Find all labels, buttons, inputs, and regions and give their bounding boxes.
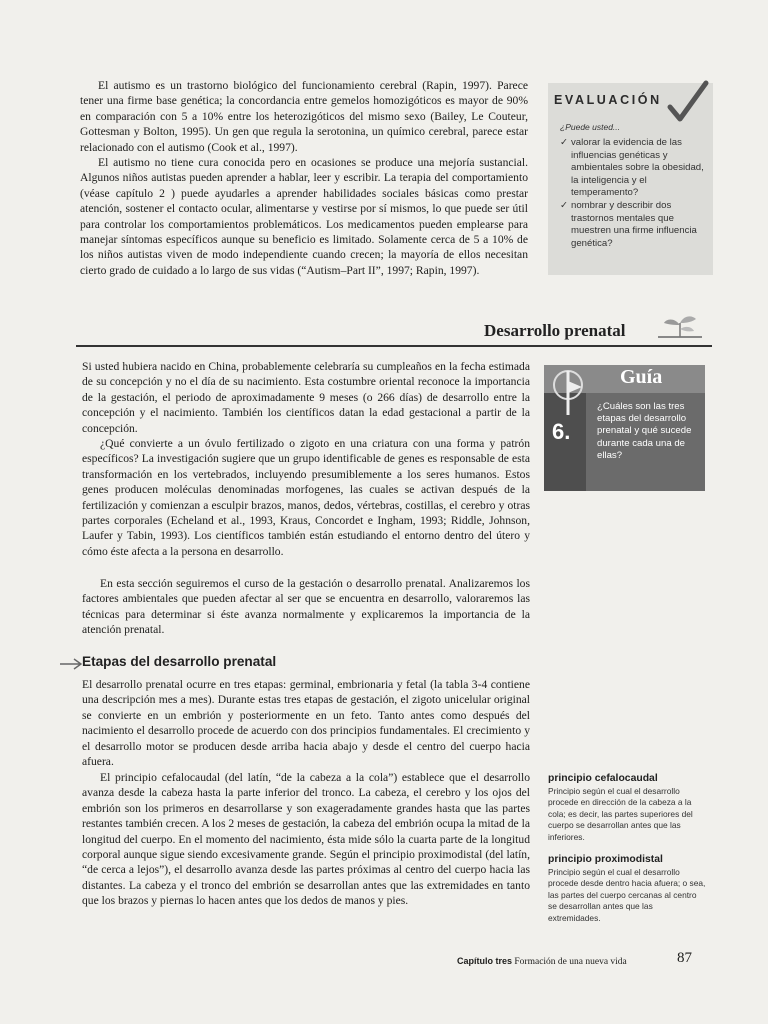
guia-number: 6.	[552, 419, 571, 444]
check-icon: ✓	[560, 137, 569, 148]
evaluacion-item: ✓ valorar la evidencia de las influencias genéticas y ambientales sobre la obesidad, la inteligencia y el temperamento?	[560, 137, 704, 199]
chapter-title: Formación de una nueva vida	[514, 957, 627, 967]
glossary-definition: Principio según el cual el desarrollo procede desde dentro hacia afuera; o sea, las partes del cuerpo cercanas al centro se desarrollan antes que las extremidades.	[548, 867, 706, 923]
paragraph-gestation: Si usted hubiera nacido en China, probablemente celebraría su cumpleaños en la fecha estimada de su concepción y no el día de su nacimiento. Esta costumbre oriental reconoce la importancia de la gestación, el periodo de aproximadamente 9 meses (o 266 días) de desarrollo entre la concepción y el nacimiento. También los científicos datan la edad gestacional a partir de la concepción.	[82, 360, 530, 435]
chapter-label: Capítulo tres	[457, 956, 513, 966]
glossary-term: principio cefalocaudal	[548, 773, 658, 784]
paragraph-morphogens: ¿Qué convierte a un óvulo fertilizado o zigoto en una criatura con una forma y patrón específicos? La investigación sugiere que un grupo identificable de genes es responsable de esta transformación en los vertebrados, incluyendo presumiblemente a los seres humanos. Estos genes producen moléculas denominadas morfogenes, las cuales se activan después de la fertilización y comienzan a esculpir brazos, manos, dedos, vértebras, costillas, el cerebro y otras partes corporales (Echeland et al., 1993, Kraus, Concordet e Ingham, 1993; Riddle, Johnson, Laufer y Tabin, 1993). Los científicos también están estudiando el entorno dentro del útero y cómo éste afecta a la persona en desarrollo.	[82, 437, 530, 558]
section-title: Desarrollo prenatal	[484, 321, 626, 340]
guia-title: Guía	[620, 366, 663, 388]
paragraph-autism-cause: El autismo es un trastorno biológico del funcionamiento cerebral (Rapin, 1997). Parece tener una firme base genética; la concordancia entre gemelos homozigóticos es mayor de 90% en comparación con 5 a 10% entre los heterozigóticos del mismo sexo (Bailey, Le Couteur, Gottesman y Bolton, 1995). Un gen que regula la serotonina, un químico cerebral, parece estar relacionado con el autismo (Cook et al., 1997).	[80, 79, 528, 154]
subsection-title: Etapas del desarrollo prenatal	[82, 654, 277, 669]
evaluacion-list	[560, 137, 710, 250]
checkmark-icon	[666, 77, 710, 129]
evaluacion-subtitle: ¿Puede usted...	[560, 122, 621, 132]
seedling-icon	[656, 311, 704, 339]
glossary-term: principio proximodistal	[548, 854, 663, 865]
evaluacion-title: EVALUACIÓN	[554, 93, 662, 107]
paragraph-section-intro: En esta sección seguiremos el curso de la gestación o desarrollo prenatal. Analizaremos los factores ambientales que pueden afectar al ser que se encuentra en desarrollo, valoraremos las técnicas para determinar si éste avanza normalmente y explicaremos la importancia de la atención prenatal.	[82, 577, 530, 637]
paragraph-three-stages: El desarrollo prenatal ocurre en tres etapas: germinal, embrionaria y fetal (la tabla 3-4 contiene una descripción mes a mes). Durante estas tres etapas de gestación, el zigoto unicelular original se convierte en un embrión y posteriormente en un feto. Tanto antes como después del nacimiento el desarrollo procede de acuerdo con dos principios fundamentales. El crecimiento y el desarrollo motor se producen desde arriba hacia abajo y desde el centro del cuerpo hacia afuera.	[82, 678, 530, 769]
guia-question: ¿Cuáles son las tres etapas del desarrollo prenatal y qué sucede durante cada una de ellas?	[597, 401, 692, 461]
check-icon: ✓	[560, 199, 569, 211]
section-divider	[76, 345, 712, 347]
evaluacion-item: ✓ nombrar y describir dos trastornos mentales que muestren una firme influencia genética?	[560, 199, 697, 249]
paragraph-autism-treatment: El autismo no tiene cura conocida pero en ocasiones se produce una mejoría sustancial. Algunos niños autistas pueden aprender a hablar, leer y escribir. La terapia del comportamiento (véase capítulo 2 ) puede ayudarles a aprender habilidades sociales básicas como prestar atención, sostener el contacto ocular, alimentarse y vestirse por sí mismos, lo que puede ser útil para controlar los comportamientos problemáticos. Los medicamentos pueden emplearse para manejar síntomas específicos aunque su beneficio es limitado. Solamente cerca de 5 a 10% de los niños autistas viven de modo independiente cuando crecen; la mayoría de ellos necesitan cierto grado de cuidado a lo largo de sus vidas (“Autism–Part II”, 1997; Rapin, 1997).	[80, 156, 528, 277]
evaluacion-box	[548, 83, 713, 275]
glossary-definition: Principio según el cual el desarrollo procede en dirección de la cabeza a la cola; es decir, las partes superiores del cuerpo se desarrollan antes que las inferiores.	[548, 786, 693, 842]
paragraph-principles: El principio cefalocaudal (del latín, “de la cabeza a la cola”) establece que el desarrollo avanza desde la cabeza hasta la parte inferior del tronco. La cabeza, el cerebro y los ojos del embrión son los primeros en desarrollarse y son exageradamente grandes hasta que las partes restantes también crecen. A los 2 meses de gestación, la cabeza del embrión ocupa la mitad de la longitud del cuerpo. En el momento del nacimiento, ésta mide sólo la cuarta parte de la longitud corporal aunque sigue siendo excesivamente grande. Según el principio proximodistal (del latín, “de cerca a lejos”), el desarrollo avanza desde las partes próximas al centro del cuerpo hacia las distantes. La cabeza y el tronco del embrión se desarrollan antes que las extremidades en tanto que los brazos y piernas lo hacen antes que los dedos de manos y pies.	[82, 771, 530, 908]
page-number: 87	[677, 950, 692, 966]
signpost-icon	[548, 367, 588, 417]
guia-box	[544, 365, 705, 491]
running-footer	[457, 956, 627, 967]
